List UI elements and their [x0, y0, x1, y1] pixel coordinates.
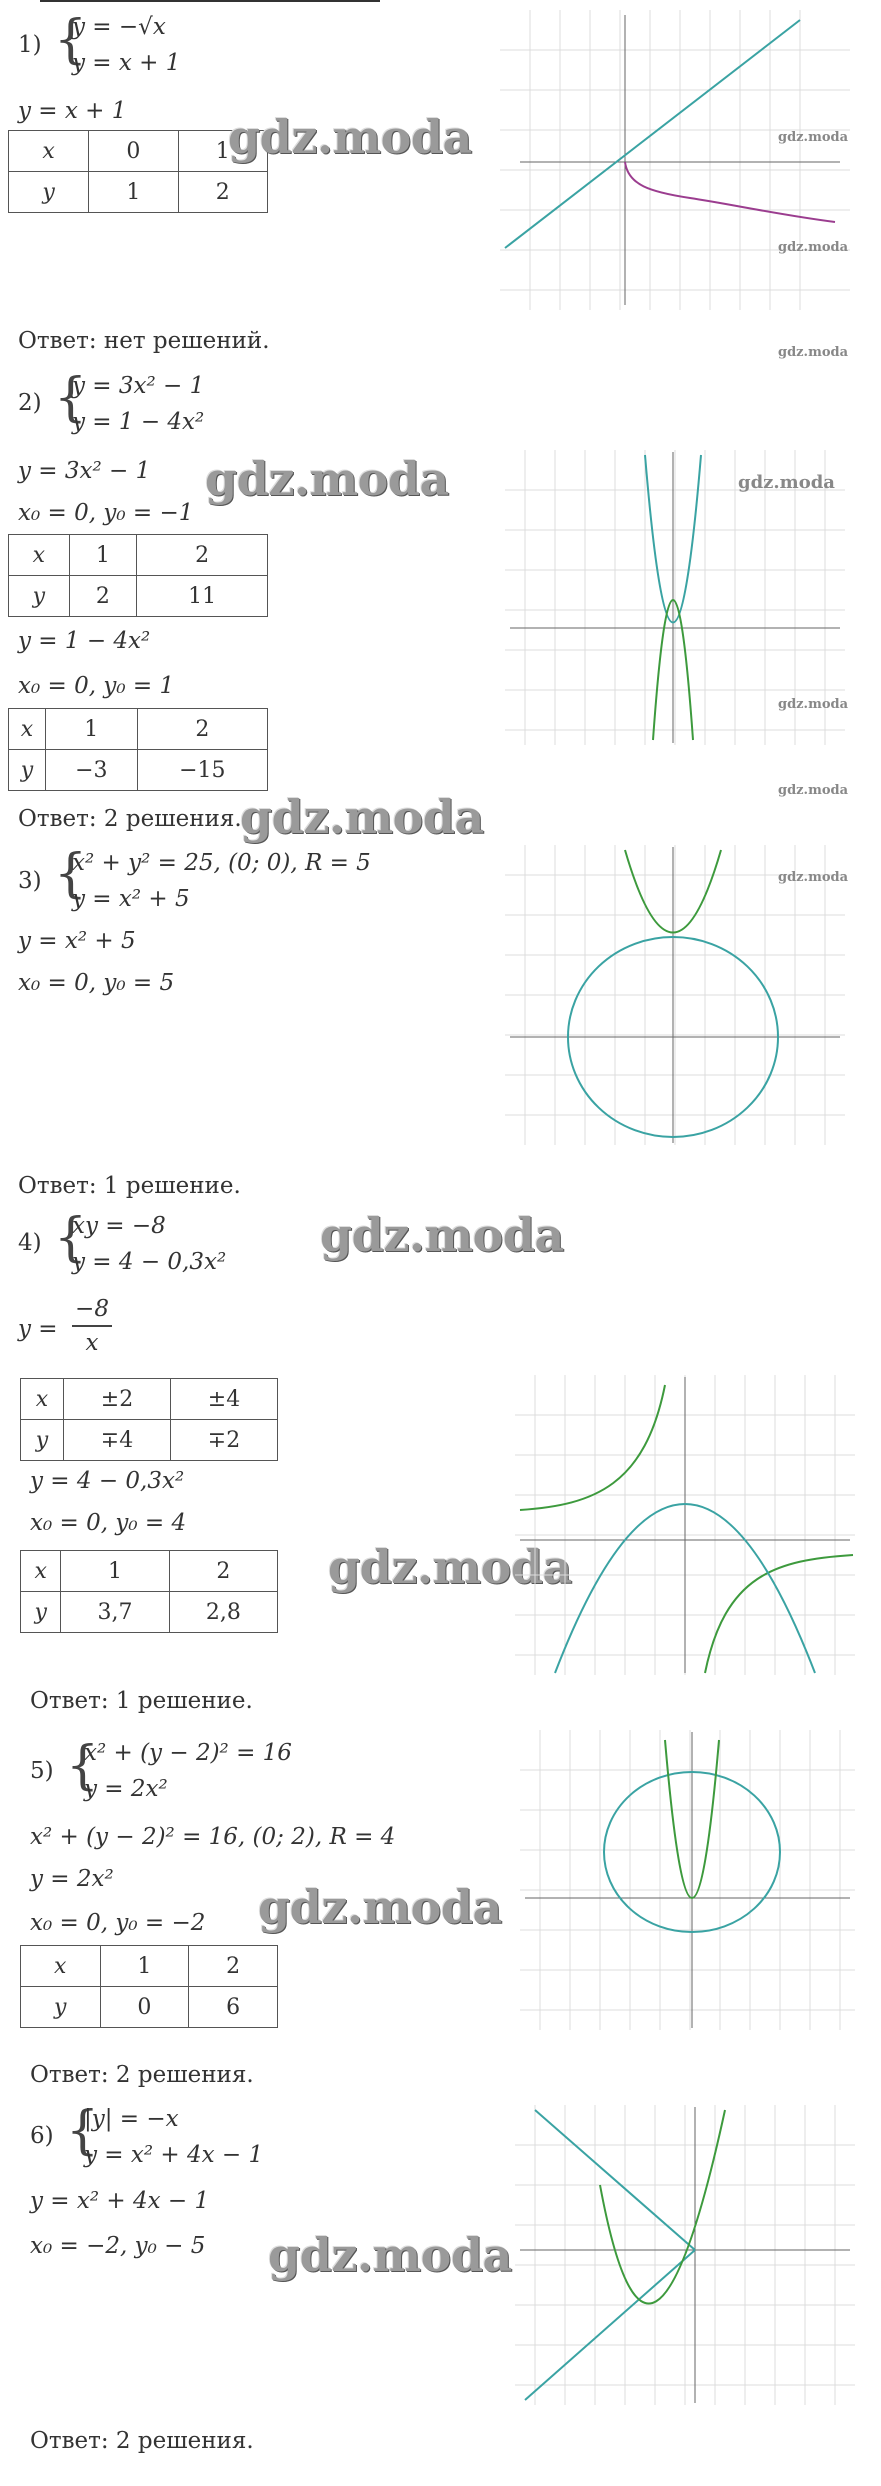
- table-cell: y: [21, 1420, 64, 1461]
- table-cell: x: [9, 131, 89, 172]
- equation-line: y = x + 1: [18, 98, 127, 124]
- grid: [500, 10, 850, 310]
- table-cell: 0: [100, 1987, 189, 2028]
- table-cell: 1: [89, 172, 178, 213]
- value-table: [8, 708, 268, 791]
- system-eq-2: y = 4 − 0,3x²: [72, 1249, 227, 1275]
- hyperbola-branch-left: [520, 1385, 665, 1510]
- equation-line: y = x² + 4x − 1: [30, 2188, 210, 2214]
- system-eq-2: y = x² + 4x − 1: [84, 2142, 264, 2168]
- table-cell: 2: [189, 1946, 278, 1987]
- answer-text: Ответ: 1 решение.: [18, 1173, 241, 1199]
- fraction-numerator: −8: [75, 1296, 109, 1322]
- grid: [520, 1730, 855, 2030]
- value-table: [20, 1945, 278, 2028]
- table-cell: 2: [137, 535, 268, 576]
- graph-1: [500, 10, 850, 310]
- table-cell: 1: [45, 709, 137, 750]
- line-y-x: [525, 2250, 695, 2400]
- fraction-bar: [72, 1325, 112, 1327]
- system-brace: {: [54, 368, 88, 428]
- watermark: gdz.moda: [320, 1208, 564, 1262]
- table-cell: 1: [61, 1551, 169, 1592]
- table-cell: 6: [189, 1987, 278, 2028]
- system-eq-2: y = x² + 5: [72, 886, 190, 912]
- system-eq-1: y = −√x: [72, 14, 166, 40]
- value-table: [20, 1550, 278, 1633]
- answer-text: Ответ: 1 решение.: [30, 1688, 253, 1714]
- equation-line: x₀ = 0, y₀ = 1: [18, 673, 175, 699]
- equation-line: x₀ = −2, y₀ − 5: [30, 2233, 206, 2259]
- graph-5: [520, 1730, 855, 2030]
- equation-line: x₀ = 0, y₀ = −2: [30, 1910, 206, 1936]
- system-eq-1: xy = −8: [72, 1213, 166, 1239]
- system-eq-1: y = 3x² − 1: [72, 373, 205, 399]
- value-table: [20, 1378, 278, 1461]
- watermark: gdz.moda: [258, 1880, 502, 1934]
- table-cell: 3,7: [61, 1592, 169, 1633]
- table-cell: y: [21, 1592, 61, 1633]
- table-cell: 2: [169, 1551, 277, 1592]
- table-cell: ∓2: [171, 1420, 278, 1461]
- equation-line: x₀ = 0, y₀ = −1: [18, 500, 194, 526]
- watermark-small: gdz.moda: [778, 870, 849, 885]
- table-cell: y: [9, 172, 89, 213]
- table-cell: 0: [89, 131, 178, 172]
- table-cell: 11: [137, 576, 268, 617]
- equation-line: x² + (y − 2)² = 16, (0; 2), R = 4: [30, 1824, 396, 1850]
- answer-text: Ответ: 2 решения.: [18, 806, 242, 832]
- watermark-small: gdz.moda: [738, 472, 835, 493]
- equation-line: x₀ = 0, y₀ = 4: [30, 1510, 187, 1536]
- table-cell: x: [21, 1551, 61, 1592]
- table-cell: −15: [137, 750, 267, 791]
- table-cell: 1: [100, 1946, 189, 1987]
- problem-number: 2): [18, 390, 42, 416]
- fraction-denominator: x: [85, 1330, 99, 1356]
- graph-3: [505, 845, 845, 1145]
- problem-number: 5): [30, 1758, 54, 1784]
- table-cell: y: [9, 750, 46, 791]
- watermark: gdz.moda: [205, 452, 449, 506]
- equation-line: x₀ = 0, y₀ = 5: [18, 970, 175, 996]
- system-eq-2: y = 2x²: [84, 1776, 168, 1802]
- answer-text: Ответ: нет решений.: [18, 328, 270, 354]
- table-cell: 2: [178, 172, 267, 213]
- top-rule: [40, 0, 380, 2]
- system-eq-1: x² + (y − 2)² = 16: [84, 1740, 292, 1766]
- graph-6: [515, 2105, 855, 2405]
- problem-number: 3): [18, 868, 42, 894]
- table-cell: 2,8: [169, 1592, 277, 1633]
- watermark-small: gdz.moda: [778, 697, 849, 712]
- watermark: gdz.moda: [240, 790, 484, 844]
- system-brace: {: [66, 2101, 100, 2161]
- grid: [505, 845, 845, 1145]
- curve-minus-sqrt-x: [625, 162, 835, 222]
- table-cell: x: [9, 709, 46, 750]
- watermark: gdz.moda: [268, 2228, 512, 2282]
- fraction-lhs: y =: [18, 1316, 58, 1342]
- table-cell: 2: [69, 576, 137, 617]
- equation-line: y = 1 − 4x²: [18, 628, 151, 654]
- answer-text: Ответ: 2 решения.: [30, 2062, 254, 2088]
- watermark: gdz.moda: [228, 110, 472, 164]
- watermark-small: gdz.moda: [778, 783, 849, 798]
- line-y-x-plus-1: [505, 20, 800, 248]
- problem-number: 1): [18, 32, 42, 58]
- table-cell: ∓4: [64, 1420, 171, 1461]
- problem-number: 6): [30, 2123, 54, 2149]
- table-cell: x: [21, 1946, 101, 1987]
- watermark-small: gdz.moda: [778, 240, 849, 255]
- system-eq-2: y = x + 1: [72, 50, 181, 76]
- table-cell: 2: [137, 709, 267, 750]
- line-y-minus-x: [535, 2110, 695, 2250]
- table-cell: ±2: [64, 1379, 171, 1420]
- table-cell: −3: [45, 750, 137, 791]
- table-cell: 1: [178, 131, 267, 172]
- table-cell: ±4: [171, 1379, 278, 1420]
- table-cell: y: [9, 576, 70, 617]
- system-brace: {: [54, 1208, 88, 1268]
- parabola-x2-4x-1: [600, 2110, 725, 2304]
- equation-line: y = x² + 5: [18, 928, 136, 954]
- table-cell: x: [9, 535, 70, 576]
- graph-4: [515, 1375, 855, 1675]
- equation-line: y = 3x² − 1: [18, 458, 151, 484]
- answer-text: Ответ: 2 решения.: [30, 2428, 254, 2454]
- problem-number: 4): [18, 1230, 42, 1256]
- system-brace: {: [66, 1736, 100, 1796]
- watermark: gdz.moda: [328, 1540, 572, 1594]
- equation-line: y = 4 − 0,3x²: [30, 1468, 185, 1494]
- table-cell: 1: [69, 535, 137, 576]
- system-brace: {: [54, 844, 88, 904]
- equation-line: y = 2x²: [30, 1866, 114, 1892]
- table-cell: y: [21, 1987, 101, 2028]
- watermark-small: gdz.moda: [778, 345, 849, 360]
- system-brace: {: [54, 10, 88, 70]
- system-eq-1: |y| = −x: [84, 2106, 179, 2132]
- system-eq-1: x² + y² = 25, (0; 0), R = 5: [72, 850, 371, 876]
- table-cell: x: [21, 1379, 64, 1420]
- value-table: [8, 534, 268, 617]
- system-eq-2: y = 1 − 4x²: [72, 409, 205, 435]
- watermark-small: gdz.moda: [778, 130, 849, 145]
